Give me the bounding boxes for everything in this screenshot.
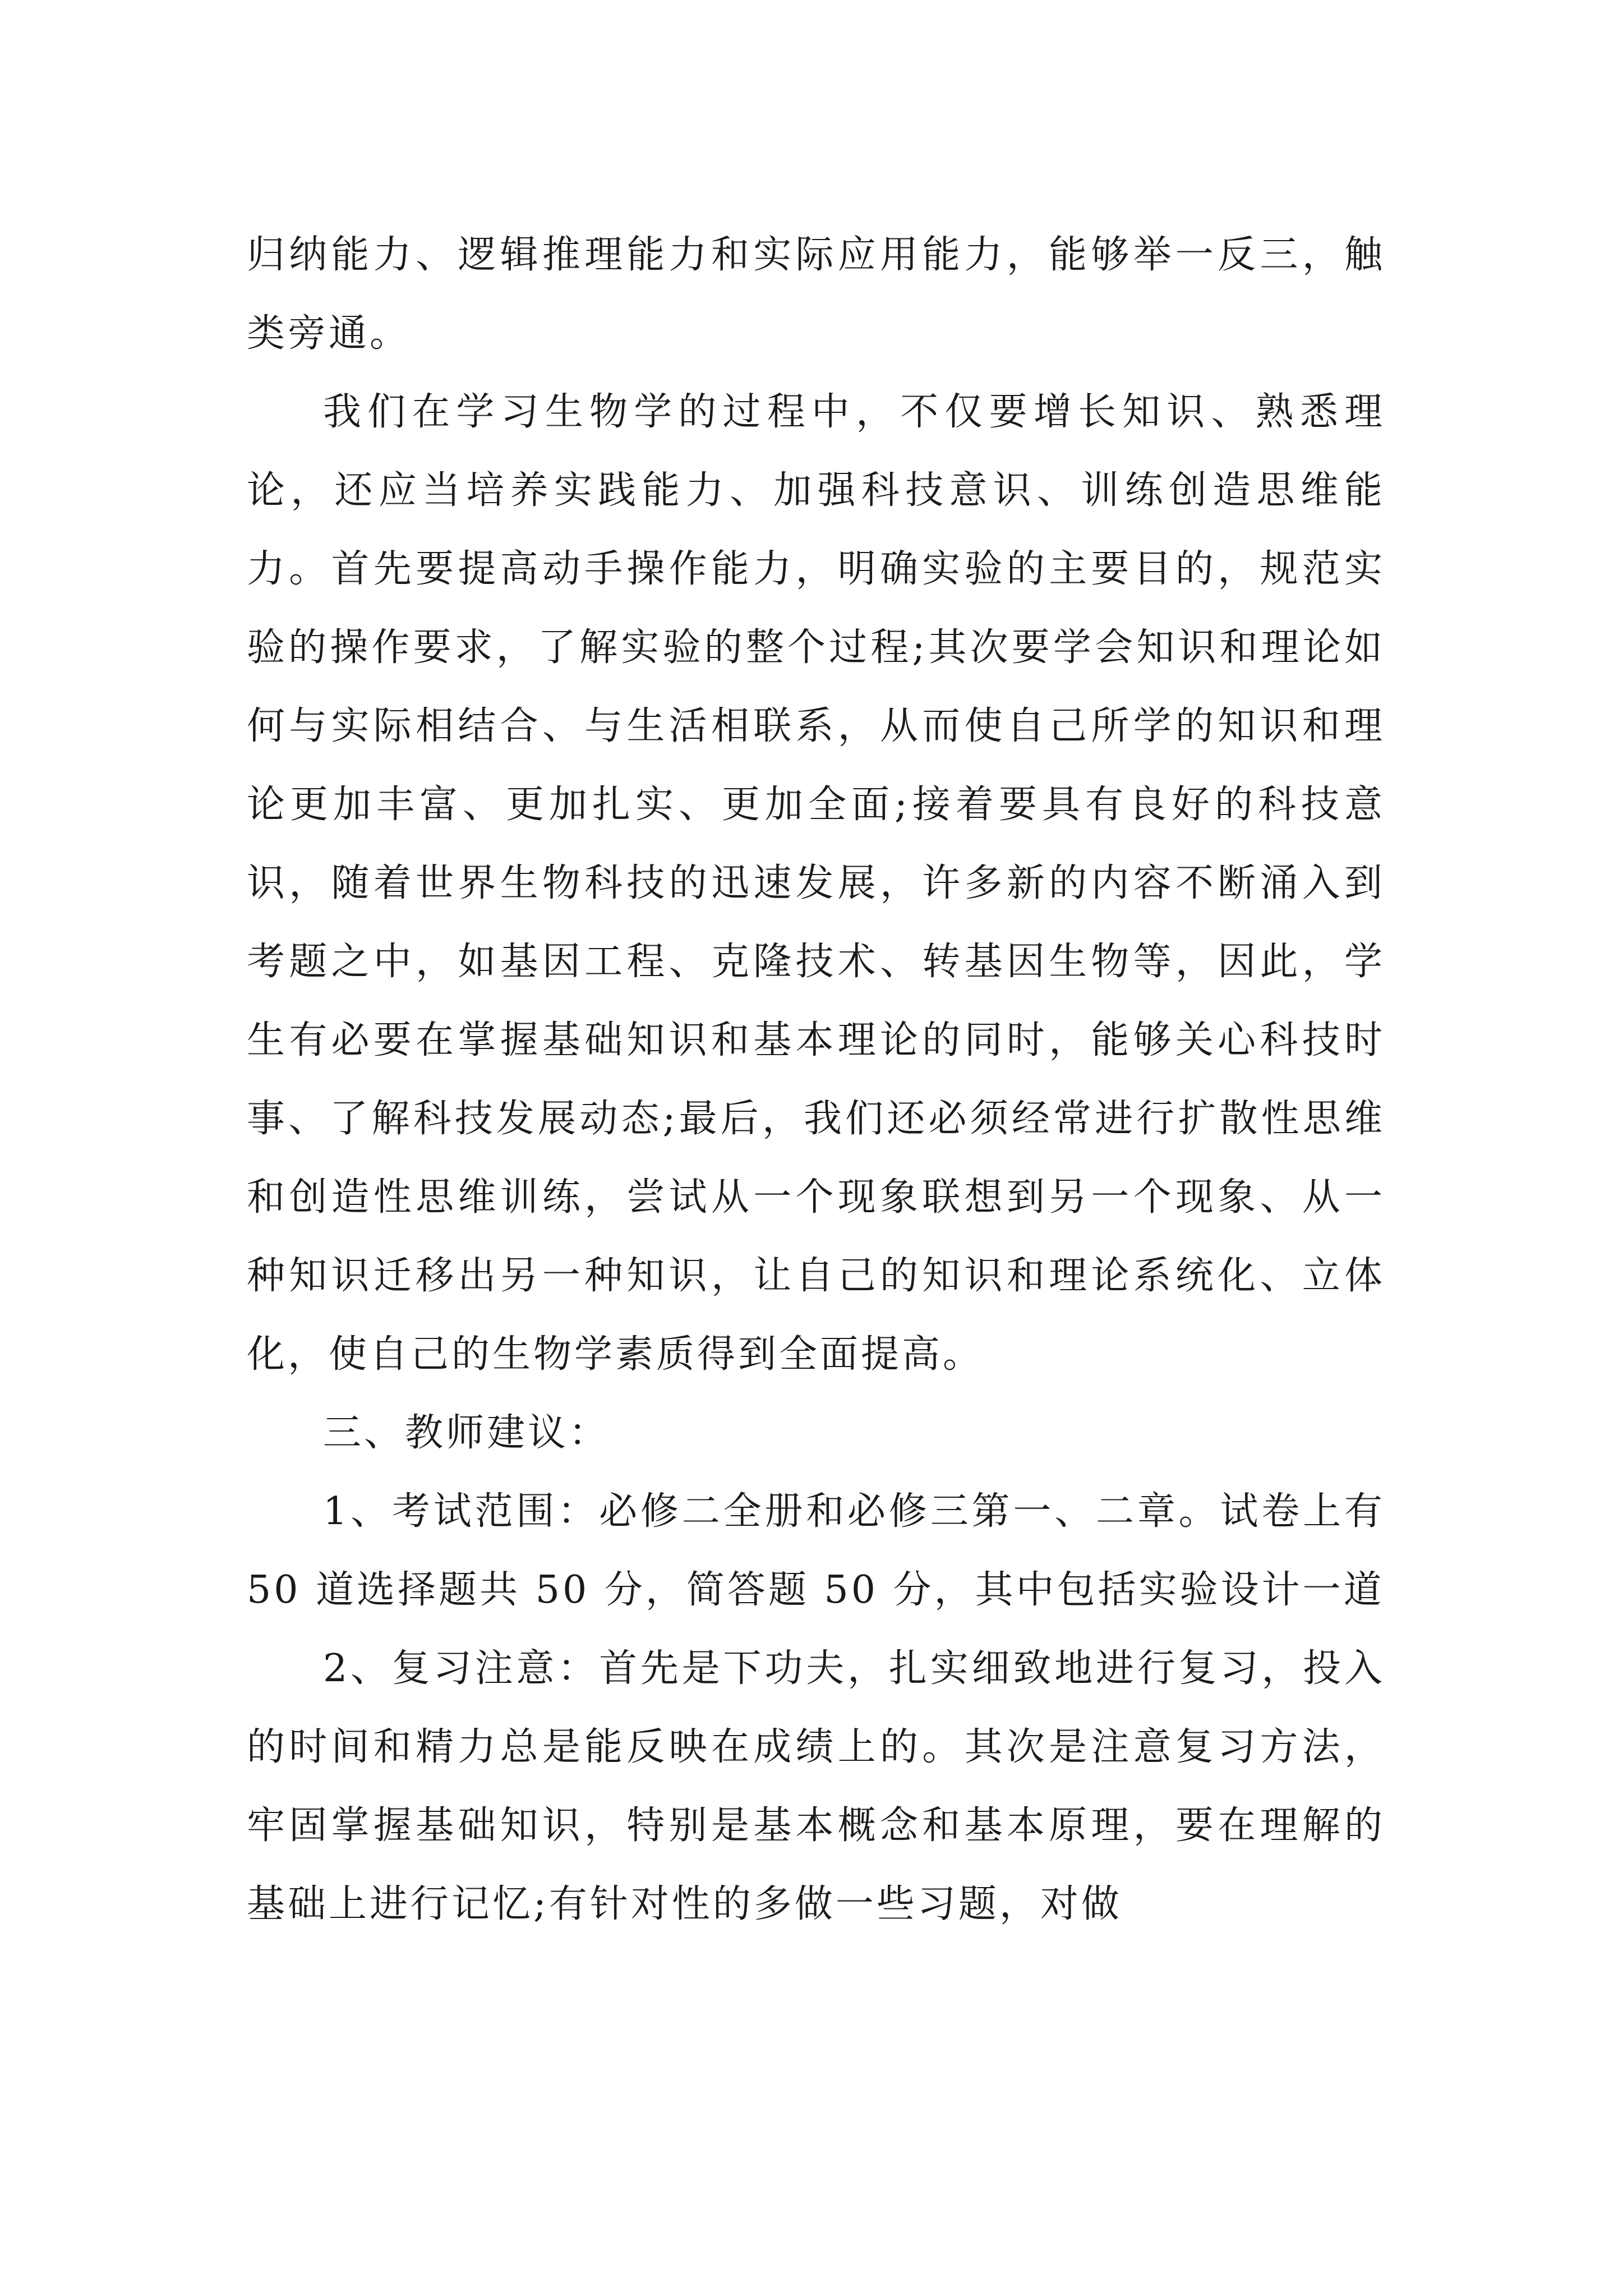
paragraph-exam-scope: 1、考试范围：必修二全册和必修三第一、二章。试卷上有 50 道选择题共 50 分，简答题 50 分，其中包括实验设计一道 — [247, 1489, 1385, 1612]
section-heading-teacher-advice: 三、教师建议： — [323, 1411, 610, 1455]
paragraph-1: 归纳能力、逻辑推理能力和实际应用能力，能够举一反三，触类旁通。 — [247, 233, 1385, 356]
paragraph-review-notes: 2、复习注意：首先是下功夫，扎实细致地进行复习，投入的时间和精力总是能反映在成绩上的。其次是注意复习方法，牢固掌握基础知识，特别是基本概念和基本原理，要在理解的基础上进行记忆;有针对性的多做一些习题，对做 — [247, 1646, 1385, 1926]
paragraph-2: 我们在学习生物学的过程中，不仅要增长知识、熟悉理论，还应当培养实践能力、加强科技意识、训练创造思维能力。首先要提高动手操作能力，明确实验的主要目的，规范实验的操作要求，了解实验的整个过程;其次要学会知识和理论如何与实际相结合、与生活相联系，从而使自己所学的知识和理论更加丰富、更加扎实、更加全面;接着要具有良好的科技意识，随着世界生物科技的迅速发展，许多新的内容不断涌入到考题之中，如基因工程、克隆技术、转基因生物等，因此，学生有必要在掌握基础知识和基本理论的同时，能够关心科技时事、了解科技发展动态;最后，我们还必须经常进行扩散性思维和创造性思维训练，尝试从一个现象联想到另一个现象、从一种知识迁移出另一种知识，让自己的知识和理论系统化、立体化，使自己的生物学素质得到全面提高。 — [247, 390, 1385, 1377]
document-body — [247, 216, 1385, 1944]
